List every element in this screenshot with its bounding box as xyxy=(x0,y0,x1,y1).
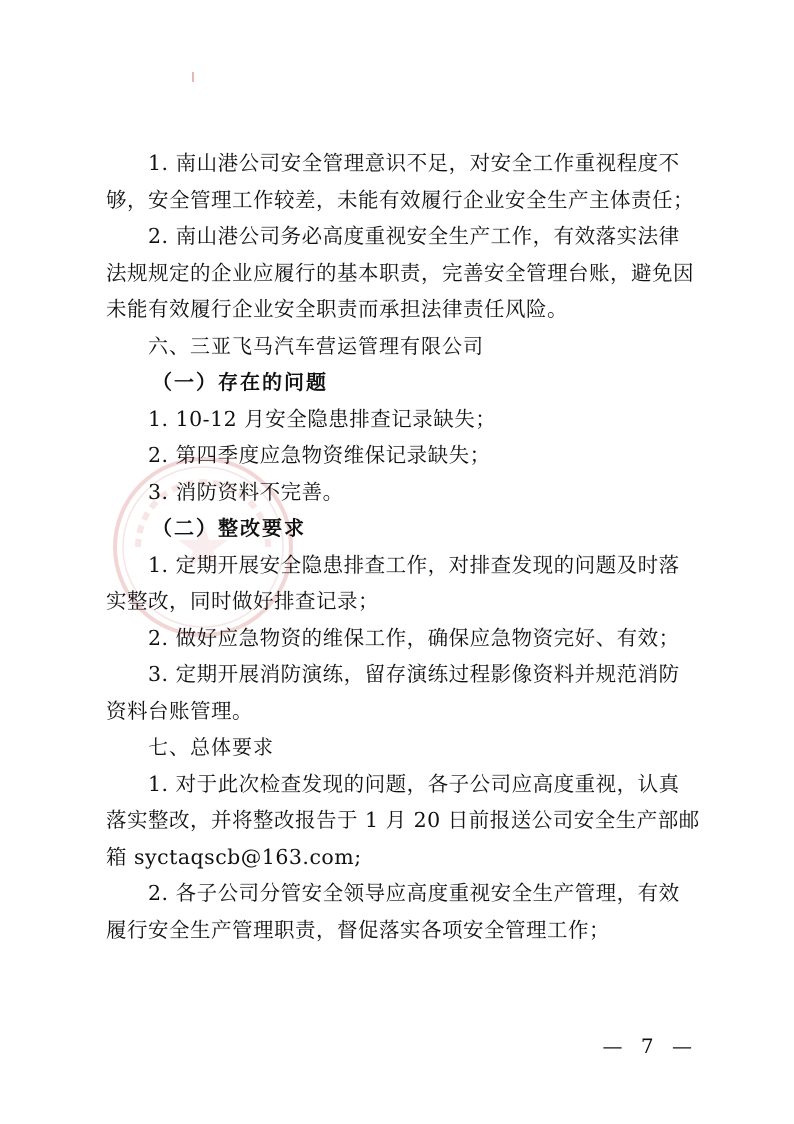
paragraph-line: 3. 消防资料不完善。 xyxy=(148,479,344,504)
section-heading: 七、总体要求 xyxy=(148,735,274,759)
paragraph-line: 2. 做好应急物资的维保工作，确保应急物资完好、有效； xyxy=(148,625,680,650)
subsection-heading: （二）整改要求 xyxy=(152,516,306,540)
paragraph-line: 够，安全管理工作较差，未能有效履行企业安全生产主体责任； xyxy=(106,187,694,212)
paragraph-line: 1. 对于此次检查发现的问题，各子公司应高度重视，认真 xyxy=(148,771,680,796)
section-heading: 六、三亚飞马汽车营运管理有限公司 xyxy=(148,333,484,358)
paragraph-line: 落实整改，并将整改报告于 1 月 20 日前报送公司安全生产部邮 xyxy=(106,808,700,832)
paragraph-line: 履行安全生产管理职责，督促落实各项安全管理工作； xyxy=(106,917,610,942)
paragraph-line: 1. 定期开展安全隐患排查工作，对排查发现的问题及时落 xyxy=(148,552,680,577)
paragraph-line: 箱 syctaqscb@163.com; xyxy=(106,844,362,869)
paragraph-line: 2. 各子公司分管安全领导应高度重视安全生产管理，有效 xyxy=(148,881,680,905)
paragraph-line: 法规规定的企业应履行的基本职责，完善安全管理台账，避免因 xyxy=(106,260,694,285)
paragraph-line: 资料台账管理。 xyxy=(106,698,253,723)
subsection-heading: （一）存在的问题 xyxy=(152,370,328,394)
paragraph-line: 2. 第四季度应急物资维保记录缺失； xyxy=(148,443,491,467)
scan-mark xyxy=(192,72,194,82)
paragraph-line: 2. 南山港公司务必高度重视安全生产工作，有效落实法律 xyxy=(148,224,680,248)
paragraph-line: 1. 南山港公司安全管理意识不足，对安全工作重视程度不 xyxy=(148,151,680,175)
paragraph-line: 实整改，同时做好排查记录； xyxy=(106,589,379,613)
document-body xyxy=(106,145,700,948)
paragraph-line: 3. 定期开展消防演练，留存演练过程影像资料并规范消防 xyxy=(148,662,680,686)
page-number: — 7 — xyxy=(602,1034,698,1058)
paragraph-line: 1. 10-12 月安全隐患排查记录缺失； xyxy=(148,406,497,431)
paragraph-line: 未能有效履行企业安全职责而承担法律责任风险。 xyxy=(106,297,568,321)
